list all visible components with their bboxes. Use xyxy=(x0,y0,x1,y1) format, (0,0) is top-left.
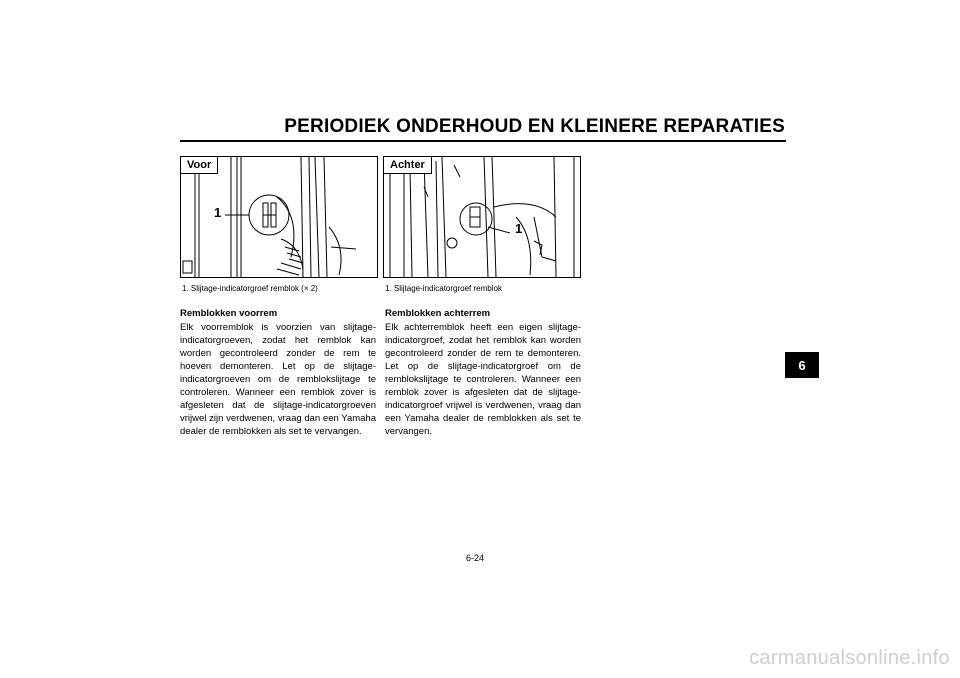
watermark: carmanualsonline.info xyxy=(749,647,950,669)
front-brake-drawing xyxy=(181,157,377,277)
rear-brake-drawing xyxy=(384,157,580,277)
figure-label-voor: Voor xyxy=(181,157,218,174)
header-rule xyxy=(180,140,786,142)
front-brake-illustration xyxy=(180,156,378,278)
callout-number: 1 xyxy=(515,221,523,236)
rear-figure-caption: 1. Slijtage-indicatorgroef remblok xyxy=(385,284,502,293)
chapter-tab: 6 xyxy=(785,352,819,378)
page-number: 6-24 xyxy=(466,553,485,563)
section-body-rear: Elk achterremblok heeft een eigen slijtage-indicatorgroef, zodat het remblok kan worden gecontroleerd zonder de rem te demonteren. Let op de slijtage-indicatorgroef om de remblokslijtage te controleren. Wanneer een remblok zover is afgesleten dat de slijtage-indicatorgroef vrijwel is verdwenen, vraag dan een Yamaha dealer de remblokken als set te vervangen. xyxy=(385,322,581,437)
page-header-title: PERIODIEK ONDERHOUD EN KLEINERE REPARATIES xyxy=(284,116,785,137)
section-title-rear: Remblokken achterrem xyxy=(385,308,491,319)
rear-brake-illustration xyxy=(383,156,581,278)
callout-number: 1 xyxy=(214,205,222,220)
front-figure-caption: 1. Slijtage-indicatorgroef remblok (× 2) xyxy=(182,284,318,293)
section-title-front: Remblokken voorrem xyxy=(180,308,278,319)
figure-label-achter: Achter xyxy=(384,157,432,174)
section-body-front: Elk voorremblok is voorzien van slijtage-indicatorgroeven, zodat het remblok kan worden gecontroleerd zonder de rem te hoeven demonteren. Let op de slijtage-indicatorgroeven om de remblokslijtage te controleren. Wanneer een remblok zover is afgesleten dat de slijtage-indicatorgroeven vrijwel zijn verdwenen, vraag dan een Yamaha dealer de remblokken als set te vervangen. xyxy=(180,322,376,437)
